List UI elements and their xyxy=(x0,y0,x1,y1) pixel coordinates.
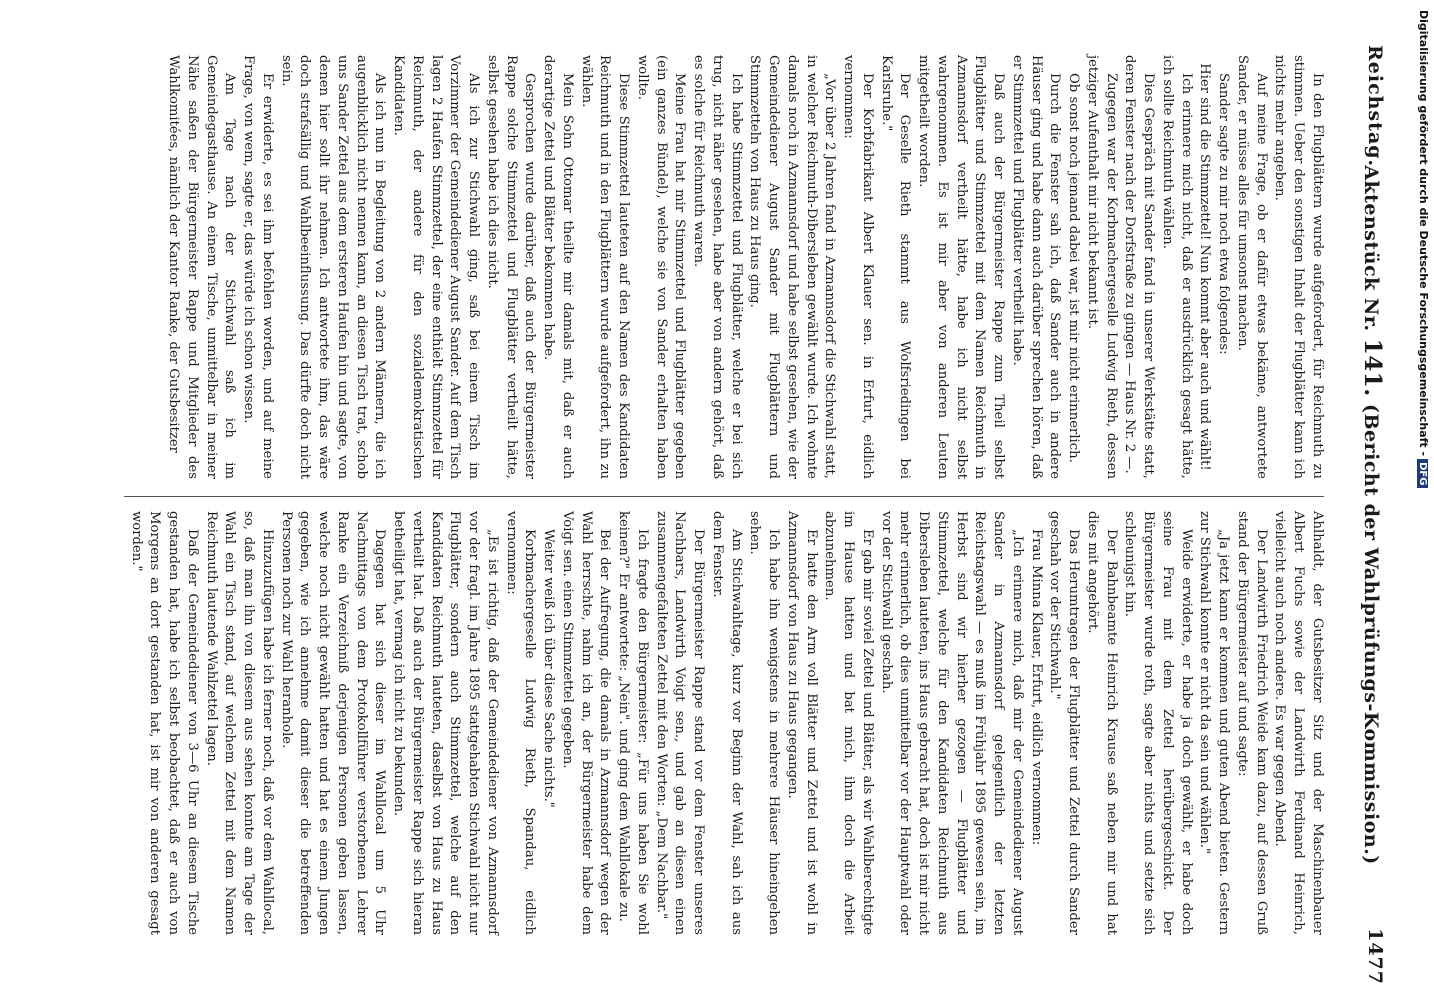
paragraph: Dies Gespräch mit Sander fand in unserer Werkstätte statt, deren Fenster nach der Dorfstraße zu gingen — Haus Nr. 2 —. xyxy=(1122,55,1157,479)
paragraph: Meine Frau hat mir Stimmzettel und Flugblätter gegeben (ein ganzes Bündel), welche sie von Sander erhalten haben wollte. xyxy=(635,55,688,479)
paragraph: Daß auch der Bürgermeister Rappe zum Theil selbst Flugblätter und Stimmzettel mit dem Namen Reichmuth in Azmannsdorf vertheilt hätte, habe ich nicht selbst wahrgenommen. Es ist mir aber von anderen Leuten mitgetheilt worden. xyxy=(916,55,1007,479)
header-left: Reichstag. xyxy=(1364,45,1386,168)
page-header xyxy=(1346,45,1386,985)
paragraph: Der Bürgermeister Rappe stand vor dem Fenster unseres Nachbars, Landwirth Voigt sen., und gab an diesen einen zusammengefalteten Zettel mit den Worten: „Dem Nachbar." xyxy=(653,511,707,935)
paragraph: Korbmachergeselle Ludwig Rieth, Spandau, eidlich vernommen: xyxy=(503,511,538,935)
paragraph: Dagegen hat sich dieser im Wahllocal um 5 Uhr Nachmittags von dem Protokollführer verstorbenen Lehrer Ranke ein Verzeichniß derjenigen Personen geben lassen, welche noch nicht gewählt hatten und hat es einem Jungen gegeben, wie ich annehme damit dieser die betreffenden Personen noch zur Wahl heranhole. xyxy=(278,511,388,935)
header-center xyxy=(1359,45,1386,985)
paragraph: Ich fragte den Bürgermeister: „Für uns haben Sie wohl keinen?" Er antwortete: „Nein". und ging dem Wahllokale zu. xyxy=(616,511,650,935)
paragraph: Der Bahnbeamte Heinrich Krause saß neben mir und hat dies mit angehört. xyxy=(1085,511,1119,935)
paragraph: Gesprochen wurde darüber, daß auch der Bürgermeister Rappe solche Stimmzettel und Flugblätter vertheilt hätte, selbst gesehen habe ich dies nicht. xyxy=(485,55,538,479)
paragraph: Er gab mir soviel Zettel und Blätter, als wir Wahlberechtigte im Hause hatten und bat mich, ihm doch die Arbeit abzunehmen. xyxy=(822,511,875,935)
paragraph: Ich erinnere mich nicht, daß er ausdrücklich gesagt hätte, ich sollte Reichmuth wählen. xyxy=(1160,55,1194,479)
paragraph: Am Tage nach der Stichwahl saß ich im Gemeindegasthause. An einem Tische, unmittelbar in meiner Nähe saßen der Bürgermeister Rappe und Mitglieder des Wahlkomitées, nämlich der Kantor Ranke, der Gutsbesitzer xyxy=(166,55,238,479)
paragraph: Sander sagte zu mir noch etwa folgendes: xyxy=(1216,73,1232,355)
paragraph: Als ich nun in Begleitung von 2 andern Männern, die ich augenblicklich nicht nennen kann, an diesen Tisch trat, schob uns Sander Zettel aus dem ersteren Haufen hin und sagte, von denen hier sollt ihr nehmen. Ich antwortete ihm, das wäre doch strafsällig und Wahlbeeinflussung. Das dürfte doch nicht sein. xyxy=(278,55,388,479)
paragraph: Mein Sohn Ottomar theilte mir damals mit, daß er auch derartige Zettel und Blätter bekommen habe. xyxy=(541,55,575,479)
side-note-text: Digitalisierung gefördert durch die Deutsche Forschungsgemeinschaft - xyxy=(1417,10,1430,457)
paragraph: Hinzuzufügen habe ich ferner noch, daß vor dem Wahllocal, so, daß man ihn von diesem aus sehen konnte am Tage der Wahl ein Tisch stand, auf welchem Zettel mit dem Namen Reichmuth lautende Wahlzettel lagen. xyxy=(203,511,275,935)
paragraph: Diese Stimmzettel lauteten auf den Namen des Kandidaten Reichmuth und in den Flugblättern wurde aufgefordert, ihn zu wählen. xyxy=(578,55,632,479)
dfg-badge: DFG xyxy=(1417,459,1428,488)
paragraph: Ahlhaldt, der Gutsbesitzer Sitz und der Maschinenbauer Albert Fuchs sowie der Landwirth Ferdinand Heinrich, vielleicht auch noch andere. Es war gegen Abend. xyxy=(1272,511,1325,935)
paragraph: Er hatte den Arm voll Blätter und Zettel und ist wohl in Azmannsdorf von Haus zu Haus gegangen. xyxy=(785,511,819,935)
paragraph: Am Stichwahltage, kurz vor Beginn der Wahl, sah ich aus dem Fenster. xyxy=(710,511,744,935)
paragraph: Durch die Fenster sah ich, daß Sander auch in andere Häuser ging und habe dann auch darüber sprechen hören, daß er Stimmzettel und Flugblätter vertheilt habe. xyxy=(1010,55,1063,479)
paragraph: In den Flugblättern wurde aufgefordert, für Reichmuth zu stimmen. Ueber den sonstigen Inhalt der Flugblätter kann ich nichts mehr angeben. xyxy=(1272,55,1325,479)
page-number: 1477 xyxy=(1364,928,1386,985)
header-center-suffix: (Bericht der Wahlprüfungs-Kommission.) xyxy=(1360,403,1382,865)
paragraph: Ich habe Stimmzettel und Flugblätter, welche er bei sich trug, nicht näher gesehen, habe aber von andern gehört, daß es solche für Reichmuth waren. xyxy=(691,55,744,479)
paragraph: Als ich zur Stichwahl ging, saß bei einem Tisch im Vorzimmer der Gemeindediener August Sander. Auf dem Tisch lagen 2 Haufen Stimmzettel, der eine enthielt Stimmzettel für Reichmuth, der andere für den sozialdemokratischen Kandidaten. xyxy=(391,55,482,479)
right-column xyxy=(126,511,1326,935)
paragraph: Er erwiderte, es sei ihm befohlen worden, und auf meine Frage, von wem, sagte er, das würde ich schon wissen. xyxy=(241,55,275,479)
paragraph: Der Geselle Rieth stammt aus Wolfsriedingen bei Karlsruhe." xyxy=(878,55,913,479)
paragraph: Das Herumtragen der Flugblätter und Zettel durch Sander geschah vor der Stichwahl." xyxy=(1047,511,1082,935)
paragraph: Daß der Gemeindediener von 3—6 Uhr an diesem Tische gestanden hat, habe ich selbst beobachtet, daß er auch von Morgens an dort gestanden hat, ist mir von anderen gesagt worden." xyxy=(128,511,200,935)
paragraph: Auf meine Frage, ob er dafür etwas bekäme, antwortete Sander, er müsse alles für umsonst machen. xyxy=(1235,55,1269,479)
paragraph: Der Landwirth Friedrich Weide kam dazu, auf dessen Gruß stand der Bürgermeister auf und sagte: xyxy=(1235,511,1269,935)
paragraph: Ob sonst noch jemand dabei war, ist mir nicht erinnerlich. xyxy=(1066,73,1082,463)
paragraph: Weide erwiderte, er habe ja doch gewählt, er habe doch seine Frau mit dem Zettel herübergeschickt. Der Bürgermeister wurde roth, sagte aber nichts und setzte sich schleunigst hin. xyxy=(1122,511,1194,935)
paragraph: Bei der Aufregung, die damals in Azmannsdorf wegen der Wahl herrschte, nahm ich an, der Bürgermeister habe dem Voigt sen. einen Stimmzettel gegeben. xyxy=(560,511,613,935)
paragraph: „Ich erinnere mich, daß mir der Gemeindediener August Sander in Azmannsdorf gelegentlich der letzten Reichstagswahl — es muß im Frühjahr 1895 gewesen sein, im Herbst sind wir hierher gezogen — Flugblätter und Stimmzettel, welche für den Kandidaten Reichmuth aus Dibersleben lauteten, ins Haus gebracht hat, doch ist mir nicht mehr erinnerlich, ob dies unmittelbar vor der Hauptwahl oder vor der Stichwahl geschah. xyxy=(878,511,1025,935)
left-column xyxy=(164,55,1327,479)
header-center-prefix: Aktenstück Nr. xyxy=(1360,165,1382,332)
side-note xyxy=(1414,10,1434,590)
paragraph: Ich habe ihn wenigstens in mehrere Häuser hineingehen sehen. xyxy=(747,511,782,935)
paragraph: Frau Minna Klauer, Erfurt, eidlich vernommen: xyxy=(1028,529,1044,846)
paragraph: Zugegen war der Korbmachergeselle Ludwig Rieth, dessen jetziger Aufenthalt mir nicht bekannt ist. xyxy=(1085,55,1119,479)
paragraph: „Vor über 2 Jahren fand in Azmannsdorf die Stichwahl statt, in welcher Reichmuth-Dibersleben gewählt wurde. Ich wohnte damals noch in Azmannsdorf und habe selbst gesehen, wie der Gemeindediener August Sander mit Flugblättern und Stimmzetteln von Haus zu Haus ging. xyxy=(747,55,838,479)
paragraph: Der Korbfabrikant Albert Klauer sen. in Erfurt, eidlich vernommen: xyxy=(841,55,875,479)
paragraph: „Ja jetzt kann er kommen und guten Abend bieten. Gestern zur Stichwahl konnte er nicht da sein und wählen." xyxy=(1197,511,1232,935)
column-divider xyxy=(124,496,1324,497)
paragraph: Weiter weiß ich über diese Sache nichts." xyxy=(541,529,557,808)
paragraph: „Es ist richtig, daß der Gemeindediener von Azmannsdorf vor der fragl. im Jahre 1895 stattgehabten Stichwahl nicht nur Flugblätter, sondern auch Stimmzettel, welche auf den Kandidaten Reichmuth lauteten, daselbst von Haus zu Haus vertheilt hat. Daß auch der Bürgermeister Rappe sich hieran betheiligt hat, vermag ich nicht zu bekunden. xyxy=(391,511,500,935)
paragraph: Hier sind die Stimmzettel! Nun kommt aber auch und wählt! xyxy=(1197,63,1213,471)
header-center-number: 141. xyxy=(1359,338,1386,397)
